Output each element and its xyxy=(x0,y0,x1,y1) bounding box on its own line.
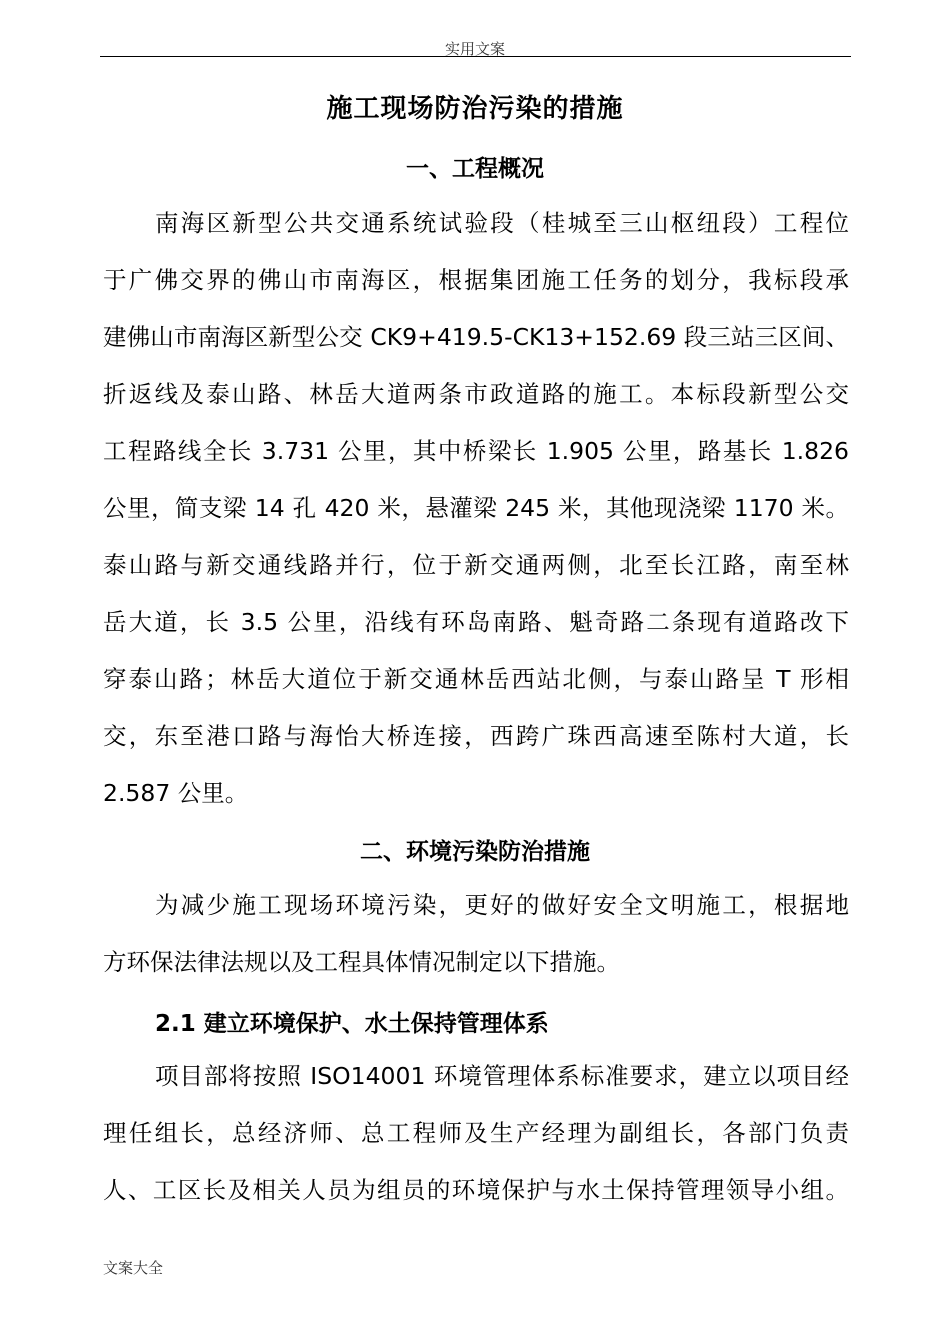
section-heading-overview: 一、工程概况 xyxy=(406,156,544,182)
paragraph-line: 工程路线全长 3.731 公里，其中桥梁长 1.905 公里，路基长 1.826 xyxy=(103,437,849,465)
paragraph-line: 交，东至港口路与海怡大桥连接，西跨广珠西高速至陈村大道，长 xyxy=(103,722,849,750)
paragraph-line: 理任组长，总经济师、总工程师及生产经理为副组长，各部门负责 xyxy=(103,1119,849,1147)
subsection-heading-management-system: 2.1 建立环境保护、水土保持管理体系 xyxy=(155,1011,549,1037)
section-heading-pollution-measures: 二、环境污染防治措施 xyxy=(360,839,590,865)
page-footer-label: 文案大全 xyxy=(103,1259,164,1277)
paragraph-line: 折返线及泰山路、林岳大道两条市政道路的施工。本标段新型公交 xyxy=(103,380,849,408)
paragraph-line: 岳大道，长 3.5 公里，沿线有环岛南路、魁奇路二条现有道路改下 xyxy=(103,608,849,636)
paragraph-line: 南海区新型公共交通系统试验段（桂城至三山枢纽段）工程位 xyxy=(155,209,849,237)
header-rule xyxy=(100,56,851,57)
page-header-label: 实用文案 xyxy=(444,40,505,58)
management-system-paragraph xyxy=(103,1048,849,1219)
overview-paragraph xyxy=(103,195,849,822)
paragraph-line: 为减少施工现场环境污染，更好的做好安全文明施工，根据地 xyxy=(155,891,849,919)
paragraph-line: 人、工区长及相关人员为组员的环境保护与水土保持管理领导小组。 xyxy=(103,1176,849,1204)
paragraph-line: 2.587 公里。 xyxy=(103,779,249,807)
paragraph-line: 穿泰山路；林岳大道位于新交通林岳西站北侧，与泰山路呈 T 形相 xyxy=(103,665,849,693)
paragraph-line: 建佛山市南海区新型公交 CK9+419.5-CK13+152.69 段三站三区间、 xyxy=(103,323,849,351)
paragraph-line: 公里，简支梁 14 孔 420 米，悬灌梁 245 米，其他现浇梁 1170 米。 xyxy=(103,494,849,522)
paragraph-line: 于广佛交界的佛山市南海区，根据集团施工任务的划分，我标段承 xyxy=(103,266,849,294)
paragraph-line: 项目部将按照 ISO14001 环境管理体系标准要求，建立以项目经 xyxy=(155,1062,849,1090)
paragraph-line: 泰山路与新交通线路并行，位于新交通两侧，北至长江路，南至林 xyxy=(103,551,849,579)
paragraph-line: 方环保法律法规以及工程具体情况制定以下措施。 xyxy=(103,948,620,976)
measures-intro-paragraph xyxy=(103,877,849,991)
document-title: 施工现场防治污染的措施 xyxy=(326,94,624,124)
